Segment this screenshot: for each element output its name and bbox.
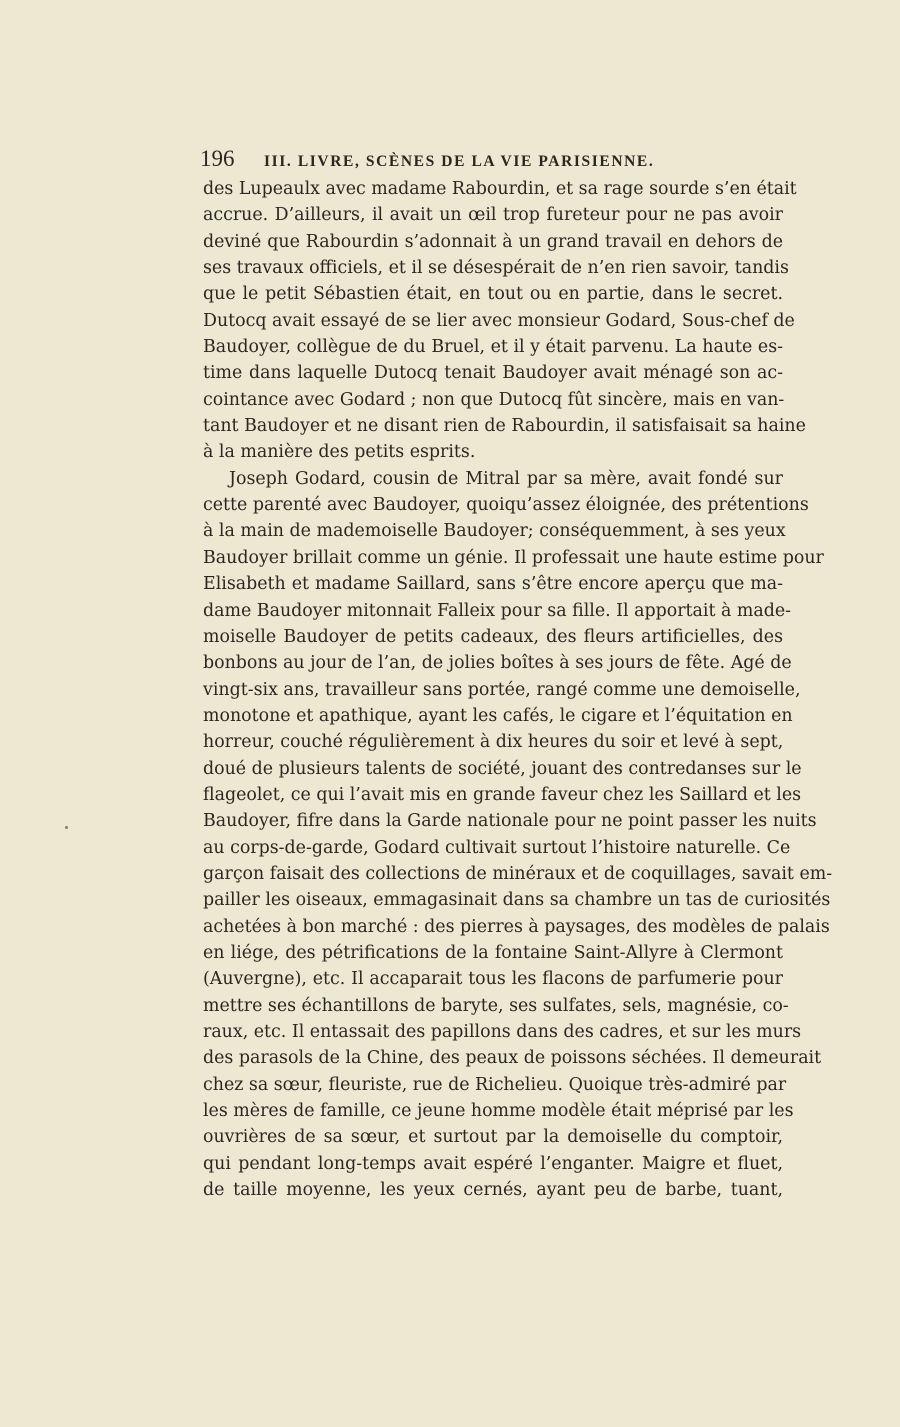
running-title: III. LIVRE, SCÈNES DE LA VIE PARISIENNE. — [264, 153, 655, 170]
text-line: de taille moyenne, les yeux cernés, ayant peu de barbe, tuant, — [203, 1180, 783, 1201]
text-line: monotone et apathique, ayant les cafés, le cigare et l’équitation en — [203, 705, 793, 726]
text-line: tant Baudoyer et ne disant rien de Rabourdin, il satisfaisait sa haine — [203, 416, 806, 437]
text-line: moiselle Baudoyer de petits cadeaux, des fleurs artificielles, des — [203, 626, 783, 647]
text-line: cointance avec Godard ; non que Dutocq fût sincère, mais en van- — [203, 389, 785, 410]
text-line: pailler les oiseaux, emmagasinait dans sa chambre un tas de curiosités — [203, 890, 831, 911]
body-text — [203, 176, 833, 1203]
text-line: ses travaux officiels, et il se désespérait de n’en rien savoir, tandis — [203, 258, 789, 279]
text-line: Dutocq avait essayé de se lier avec monsieur Godard, Sous-chef de — [203, 310, 795, 331]
text-line: des parasols de la Chine, des peaux de poissons séchées. Il demeurait — [203, 1048, 822, 1069]
text-line: cette parenté avec Baudoyer, quoiqu’assez éloignée, des prétentions — [203, 495, 809, 516]
text-line: (Auvergne), etc. Il accaparait tous les flacons de parfumerie pour — [203, 969, 783, 990]
text-line: en liége, des pétrifications de la fontaine Saint-Allyre à Clermont — [203, 942, 783, 963]
text-line: time dans laquelle Dutocq tenait Baudoyer avait ménagé son ac- — [203, 363, 783, 384]
text-line: achetées à bon marché : des pierres à paysages, des modèles de palais — [203, 916, 830, 937]
text-line: au corps-de-garde, Godard cultivait surtout l’histoire naturelle. Ce — [203, 837, 791, 858]
running-head — [200, 146, 783, 176]
text-line: Elisabeth et madame Saillard, sans s’être encore aperçu que ma- — [203, 574, 783, 595]
text-line: flageolet, ce qui l’avait mis en grande faveur chez les Saillard et les — [203, 784, 802, 805]
text-line: mettre ses échantillons de baryte, ses sulfates, sels, magnésie, co- — [203, 995, 789, 1016]
text-line: accrue. D’ailleurs, il avait un œil trop fureteur pour ne pas avoir — [203, 205, 783, 226]
text-line: que le petit Sébastien était, en tout ou en partie, dans le secret. — [203, 284, 783, 305]
text-line: horreur, couché régulièrement à dix heures du soir et levé à sept, — [203, 732, 784, 753]
text-line: doué de plusieurs talents de société, jouant des contredanses sur le — [203, 758, 802, 779]
text-line: ouvrières de sa sœur, et surtout par la demoiselle du comptoir, — [203, 1127, 783, 1148]
text-line: Baudoyer brillait comme un génie. Il professait une haute estime pour — [203, 547, 824, 568]
stray-ink-mark — [65, 826, 68, 829]
text-line: raux, etc. Il entassait des papillons dans des cadres, et sur les murs — [203, 1022, 802, 1042]
text-line: des Lupeaulx avec madame Rabourdin, et sa rage sourde s’en était — [203, 179, 797, 199]
text-line: Baudoyer, fifre dans la Garde nationale pour ne point passer les nuits — [203, 811, 817, 832]
text-line: deviné que Rabourdin s’adonnait à un grand travail en dehors de — [203, 231, 783, 252]
text-line: bonbons au jour de l’an, de jolies boîtes à ses jours de fête. Agé de — [203, 653, 792, 674]
paragraph-end-line: à la manière des petits esprits. — [203, 442, 476, 463]
text-line: dame Baudoyer mitonnait Falleix pour sa fille. Il apportait à made- — [203, 600, 792, 621]
paragraph-start-line: Joseph Godard, cousin de Mitral par sa mère, avait fondé sur — [229, 468, 783, 489]
text-line: chez sa sœur, fleuriste, rue de Richelieu. Quoique très-admiré par — [203, 1074, 787, 1095]
text-line: garçon faisait des collections de minéraux et de coquillages, savait em- — [203, 863, 833, 884]
text-line: les mères de famille, ce jeune homme modèle était méprisé par les — [203, 1101, 794, 1122]
page-number: 196 — [200, 146, 235, 171]
text-line: qui pendant long-temps avait espéré l’enganter. Maigre et fluet, — [203, 1153, 783, 1174]
text-block — [200, 146, 833, 1203]
text-line: Baudoyer, collègue de du Bruel, et il y était parvenu. La haute es- — [203, 337, 783, 358]
text-line: vingt-six ans, travailleur sans portée, rangé comme une demoiselle, — [203, 679, 801, 700]
text-line: à la main de mademoiselle Baudoyer; conséquemment, à ses yeux — [203, 521, 786, 542]
